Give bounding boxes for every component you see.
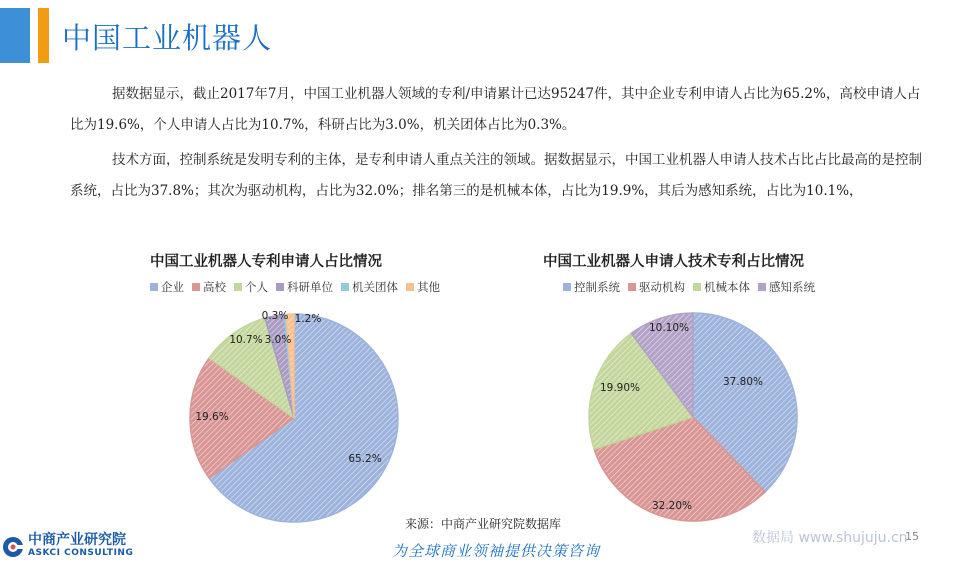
pie-data-label: 10.10% xyxy=(648,322,690,334)
legend-swatch xyxy=(234,283,242,291)
chart1-legend xyxy=(150,279,448,295)
legend-label: 机械本体 xyxy=(704,280,750,294)
legend-item xyxy=(192,279,226,295)
legend-item xyxy=(758,279,815,295)
pie-data-label: 32.20% xyxy=(651,500,693,512)
chart1-title: 中国工业机器人专利申请人占比情况 xyxy=(150,254,382,270)
header-accent-blue xyxy=(0,8,30,63)
legend-label: 感知系统 xyxy=(769,280,815,294)
legend-label: 机关团体 xyxy=(352,280,398,294)
legend-swatch xyxy=(693,283,701,291)
pie-data-label: 3.0% xyxy=(264,334,292,346)
header-accent-orange xyxy=(38,8,49,63)
logo-mark-icon xyxy=(2,536,24,558)
logo-name-en: ASKCI CONSULTING xyxy=(28,548,134,558)
footer-slogan: 为全球商业领袖提供决策咨询 xyxy=(392,542,601,560)
paragraph-applicants: 据数据显示，截止2017年7月，中国工业机器人领域的专利/申请累计已达95247件，其中企业专利申请人占比为65.2%，高校申请人占比为19.6%，个人申请人占比为10.7%，科研占比为3.0%，机关团体占比为0.3%。 xyxy=(70,86,921,133)
legend-item xyxy=(150,279,184,295)
legend-swatch xyxy=(276,283,284,291)
legend-label: 其他 xyxy=(417,280,440,294)
pie-data-label: 19.6% xyxy=(195,411,229,423)
logo-name-cn: 中商产业研究院 xyxy=(28,532,126,548)
legend-swatch xyxy=(406,283,414,291)
pie-data-label: 1.2% xyxy=(294,313,322,325)
pie-data-label: 10.7% xyxy=(229,334,263,346)
source-note: 来源：中商产业研究院数据库 xyxy=(405,517,562,531)
legend-swatch xyxy=(563,283,571,291)
legend-label: 驱动机构 xyxy=(639,280,685,294)
legend-item xyxy=(341,279,398,295)
pie-data-label: 0.3% xyxy=(261,310,289,322)
legend-item xyxy=(406,279,440,295)
legend-label: 企业 xyxy=(161,280,184,294)
legend-label: 高校 xyxy=(203,280,226,294)
legend-item xyxy=(276,279,333,295)
paragraph-technology: 技术方面，控制系统是发明专利的主体，是专利申请人重点关注的领域。据数据显示，中国工业机器人申请人技术占比占比最高的是控制系统，占比为37.8%；其次为驱动机构，占比为32.0%；排名第三的是机械本体，占比为19.9%，其后为感知系统，占比为10.1%， xyxy=(70,152,922,199)
pie-data-label: 37.80% xyxy=(722,376,764,388)
chart2-legend xyxy=(563,279,823,295)
legend-swatch xyxy=(628,283,636,291)
chart2-title: 中国工业机器人申请人技术专利占比情况 xyxy=(543,254,804,270)
legend-swatch xyxy=(192,283,200,291)
legend-item xyxy=(693,279,750,295)
page-title: 中国工业机器人 xyxy=(62,21,273,55)
legend-label: 个人 xyxy=(245,280,268,294)
legend-swatch xyxy=(341,283,349,291)
legend-label: 科研单位 xyxy=(287,280,333,294)
company-logo xyxy=(2,534,133,560)
chart1-pie xyxy=(180,300,420,530)
watermark-text: 数据局 www.shujuju.cn xyxy=(752,530,908,546)
page-number: 15 xyxy=(905,530,919,543)
legend-label: 控制系统 xyxy=(574,280,620,294)
chart2-pie xyxy=(580,305,810,530)
pie-data-label: 19.90% xyxy=(599,382,641,394)
legend-item xyxy=(628,279,685,295)
legend-item xyxy=(234,279,268,295)
legend-item xyxy=(563,279,620,295)
pie-data-label: 65.2% xyxy=(348,453,382,465)
legend-swatch xyxy=(150,283,158,291)
legend-swatch xyxy=(758,283,766,291)
